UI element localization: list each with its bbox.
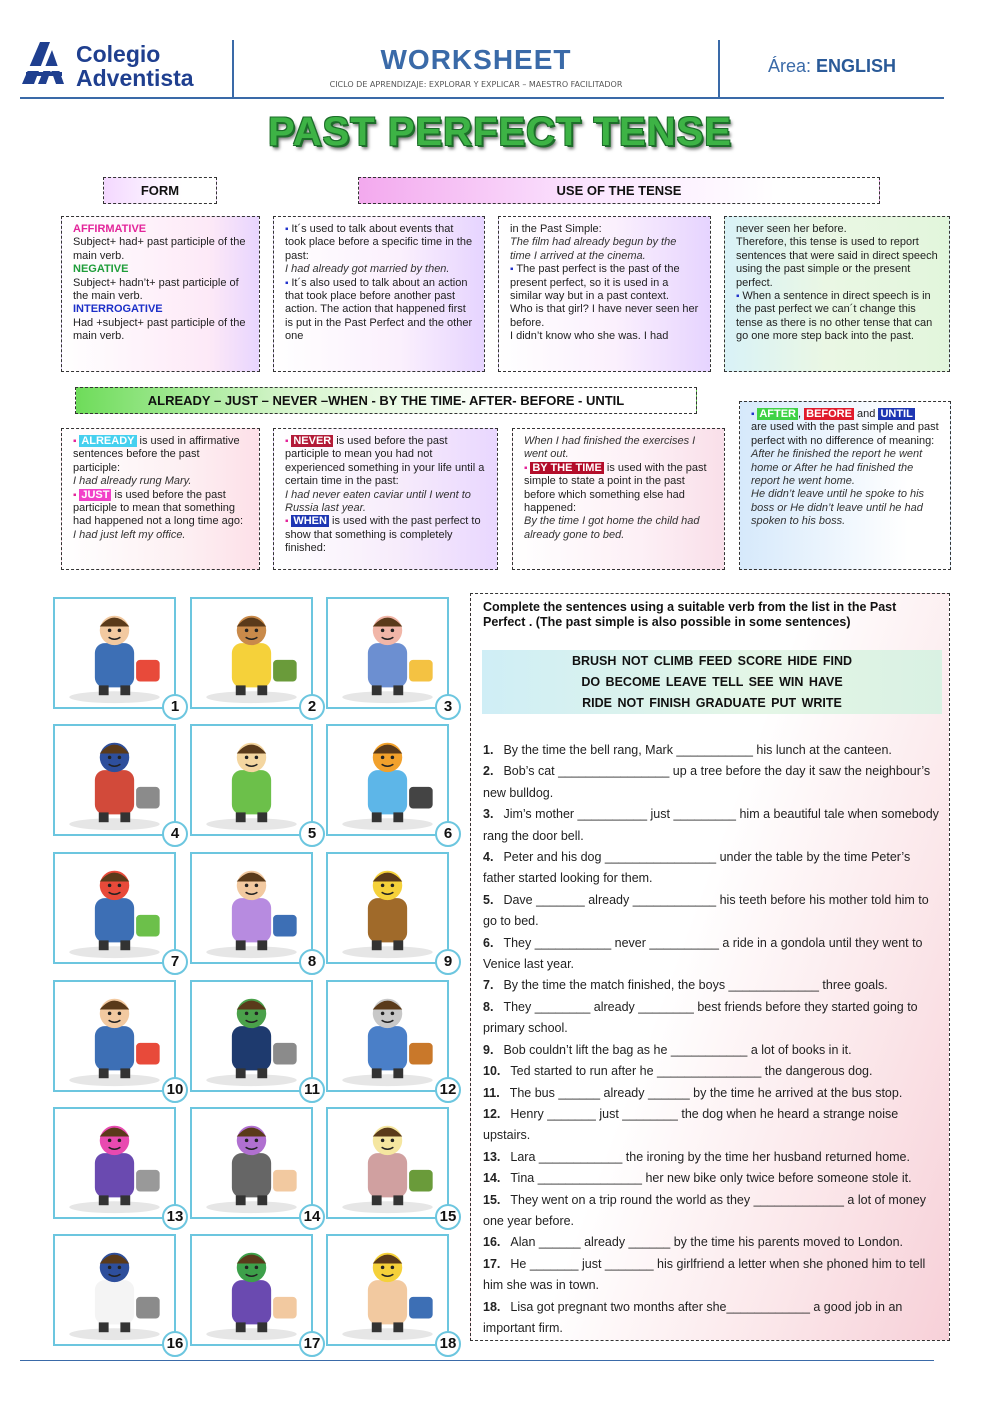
exercise-panel (470, 593, 950, 1341)
picture-18 (326, 1234, 449, 1346)
exercise-item (483, 1254, 943, 1297)
picture-number: 17 (299, 1331, 325, 1357)
picture-number: 14 (299, 1204, 325, 1230)
exercise-item (483, 890, 943, 933)
exercise-list (483, 740, 943, 1339)
picture-number: 5 (299, 821, 325, 847)
cartoon-illustration-icon (192, 982, 311, 1090)
use-box-3: never seen her before. Therefore, this tense is used to report sentences that were said in direct speech using the past simple or the present perfect. ▪ When a sentence in direct speech is in the past perfect we can´t change this tense as there is no other tense that can go one more step back into the past. (724, 216, 950, 372)
picture-8 (190, 852, 313, 964)
adverbs-bar: ALREADY – JUST – NEVER –WHEN - BY THE TIME- AFTER- BEFORE - UNTIL (75, 387, 697, 414)
exercise-item (483, 1168, 943, 1189)
picture-6 (326, 724, 449, 836)
picture-7 (53, 852, 176, 964)
picture-number: 7 (162, 949, 188, 975)
worksheet-title: WORKSHEET (380, 44, 572, 75)
cartoon-illustration-icon (192, 726, 311, 834)
picture-2 (190, 597, 313, 709)
cartoon-illustration-icon (55, 1236, 174, 1344)
picture-15 (326, 1107, 449, 1219)
word-list (482, 650, 942, 714)
exercise-text: Lisa got pregnant two months after she____________ a good job in an important firm. (483, 1299, 903, 1335)
school-logo-icon (20, 40, 66, 86)
exercise-item (483, 1297, 943, 1340)
exercise-item (483, 1083, 943, 1104)
exercise-text: He _______ just _______ his girlfriend a letter when she phoned him to tell him she was in town. (483, 1256, 926, 1293)
exercise-text: The bus ______ already ______ by the time he arrived at the bus stop. (509, 1085, 903, 1100)
exercise-number: 5. (483, 892, 494, 907)
picture-number: 13 (162, 1204, 188, 1230)
picture-number: 11 (299, 1077, 325, 1103)
exercise-item (483, 1232, 943, 1253)
picture-5 (190, 724, 313, 836)
school-name: Colegio Adventista (76, 41, 194, 91)
exercise-number: 18. (483, 1299, 501, 1314)
picture-number: 2 (299, 694, 325, 720)
exercise-instruction: Complete the sentences using a suitable verb from the list in the Past Perfect . (The past simple is also possible in some sentences) (483, 600, 897, 629)
exercise-item (483, 975, 943, 996)
subject-area: Área: ENGLISH (767, 56, 897, 76)
exercise-number: 8. (483, 999, 494, 1014)
picture-16 (53, 1234, 176, 1346)
exercise-text: Dave _______ already ____________ his teeth before his mother told him to go to bed. (483, 892, 929, 929)
picture-14 (190, 1107, 313, 1219)
picture-number: 10 (162, 1077, 188, 1103)
exercise-text: Bob couldn’t lift the bag as he ___________ a lot of books in it. (503, 1042, 852, 1057)
exercise-text: Jim’s mother __________ just _________ him a beautiful tale when somebody rang the door bell. (483, 807, 939, 843)
exercise-number: 17. (483, 1256, 501, 1271)
cartoon-illustration-icon (192, 1109, 311, 1217)
cartoon-illustration-icon (55, 599, 174, 707)
cartoon-illustration-icon (55, 854, 174, 962)
cartoon-illustration-icon (55, 726, 174, 834)
exercise-number: 14. (483, 1171, 501, 1186)
picture-12 (326, 980, 449, 1092)
already-just-box: ▪ ALREADY is used in affirmative sentences before the past participle: I had already rung Mary. ▪ JUST is used before the past participle to mean that something had happened not a long time ago: I had just left my office. (61, 428, 260, 570)
exercise-number: 2. (483, 764, 494, 779)
picture-3 (326, 597, 449, 709)
cartoon-illustration-icon (55, 982, 174, 1090)
picture-1 (53, 597, 176, 709)
never-when-box: ▪ NEVER is used before the past participle to mean you had not experienced something in your life until a certain time in the past: I had never eaten caviar until I went to Russia last year. ▪ WHEN is used with the past perfect to show that something is completely finished: (273, 428, 498, 570)
exercise-item (483, 1147, 943, 1168)
exercise-number: 13. (483, 1149, 501, 1164)
footer-rule (20, 1360, 934, 1361)
cartoon-illustration-icon (328, 726, 447, 834)
picture-number: 8 (299, 949, 325, 975)
picture-number: 6 (435, 821, 461, 847)
exercise-number: 10. (483, 1064, 501, 1079)
exercise-number: 1. (483, 743, 494, 757)
cartoon-illustration-icon (192, 1236, 311, 1344)
exercise-text: Henry _______ just ________ the dog when he heard a strange noise upstairs. (483, 1106, 899, 1143)
use-box-2: in the Past Simple: The film had already begun by the time I arrived at the cinema. ▪ The past perfect is the past of the present perfect, so it is used in a similar way but in a past context. Who is that girl? I have never seen her before. I didn’t know who she was. I had (498, 216, 711, 372)
exercise-item (483, 1040, 943, 1061)
picture-number: 15 (435, 1204, 461, 1230)
exercise-number: 12. (483, 1106, 501, 1121)
picture-10 (53, 980, 176, 1092)
exercise-text: Alan ______ already ______ by the time his parents moved to London. (510, 1235, 904, 1250)
exercise-number: 3. (483, 807, 494, 822)
exercise-item (483, 1190, 943, 1233)
cartoon-illustration-icon (328, 1236, 447, 1344)
exercise-text: Tina _______________ her new bike only twice before someone stole it. (510, 1171, 912, 1186)
cartoon-illustration-icon (328, 1109, 447, 1217)
exercise-item (483, 1104, 943, 1147)
exercise-text: They ___________ never __________ a ride in a gondola until they went to Venice last year. (483, 935, 923, 972)
picture-number: 9 (435, 949, 461, 975)
exercise-item (483, 740, 943, 761)
exercise-item (483, 761, 943, 804)
exercise-number: 7. (483, 978, 494, 993)
by-the-time-box: When I had finished the exercises I went out. ▪ BY THE TIME is used with the past simple to state a point in the past before which something else had happened: By the time I got home the child had already gone to bed. (512, 428, 725, 570)
word-list-row: RIDE NOT FINISH GRADUATE PUT WRITE (582, 696, 842, 710)
exercise-item (483, 804, 943, 847)
exercise-text: Bob’s cat ________________ up a tree before the day it saw the neighbour’s new bulldog. (483, 764, 931, 800)
cartoon-illustration-icon (192, 599, 311, 707)
picture-9 (326, 852, 449, 964)
exercise-number: 6. (483, 935, 494, 950)
cartoon-illustration-icon (328, 982, 447, 1090)
picture-number: 3 (435, 694, 461, 720)
use-box-1: ▪ It´s used to talk about events that took place before a specific time in the past: I had already got married by then. ▪ It´s also used to talk about an action that took place before another past action. The action that happened first is put in the Past Perfect and the other one (273, 216, 485, 372)
use-label: USE OF THE TENSE (358, 177, 880, 204)
picture-number: 18 (435, 1331, 461, 1357)
picture-number: 4 (162, 821, 188, 847)
cartoon-illustration-icon (192, 854, 311, 962)
exercise-text: By the time the bell rang, Mark ___________ his lunch at the canteen. (503, 743, 892, 757)
picture-4 (53, 724, 176, 836)
worksheet-subtitle: CICLO DE APRENDIZAJE: EXPLORAR Y EXPLICAR – MAESTRO FACILITADOR (329, 80, 623, 89)
word-list-row: BRUSH NOT CLIMB FEED SCORE HIDE FIND (571, 654, 853, 668)
form-label: FORM (103, 177, 217, 204)
exercise-number: 15. (483, 1192, 501, 1207)
cartoon-illustration-icon (55, 1109, 174, 1217)
exercise-text: By the time the match finished, the boys _____________ three goals. (503, 978, 888, 993)
exercise-item (483, 1061, 943, 1082)
exercise-text: Peter and his dog ________________ under the table by the time Peter’s father started looking for them. (483, 850, 911, 886)
word-list-row: DO BECOME LEAVE TELL SEE WIN HAVE (581, 675, 843, 689)
exercise-item (483, 933, 943, 976)
exercise-item (483, 847, 943, 890)
page-title: PAST PERFECT TENSE (268, 110, 732, 154)
exercise-item (483, 997, 943, 1040)
exercise-text: Lara ____________ the ironing by the time her husband returned home. (510, 1149, 910, 1164)
exercise-text: They went on a trip round the world as they _____________ a lot of money one year before. (483, 1192, 926, 1228)
exercise-number: 4. (483, 850, 494, 865)
exercise-number: 9. (483, 1042, 494, 1057)
form-box: AFFIRMATIVE Subject+ had+ past participle of the main verb. NEGATIVE Subject+ hadn’t+ past participle of the main verb. INTERROGATIVE Had +subject+ past participle of the main verb. (61, 216, 260, 372)
exercise-number: 11. (483, 1085, 500, 1100)
header-rule (20, 97, 944, 99)
exercise-text: Ted started to run after he _______________ the dangerous dog. (510, 1064, 873, 1079)
cartoon-illustration-icon (328, 599, 447, 707)
picture-number: 12 (435, 1077, 461, 1103)
picture-17 (190, 1234, 313, 1346)
cartoon-illustration-icon (328, 854, 447, 962)
picture-number: 1 (162, 694, 188, 720)
exercise-number: 16. (483, 1235, 501, 1250)
after-before-until-box: ▪ AFTER , BEFORE and UNTIL are used with the past simple and past perfect with no difference of meaning: After he finished the report he went home or After he had finished the report he went home. He didn’t leave until he spoke to his boss or He didn’t leave until he had spoken to his boss. (739, 401, 951, 570)
picture-11 (190, 980, 313, 1092)
picture-number: 16 (162, 1331, 188, 1357)
picture-13 (53, 1107, 176, 1219)
exercise-text: They ________ already ________ best friends before they started going to primary school. (483, 999, 918, 1036)
